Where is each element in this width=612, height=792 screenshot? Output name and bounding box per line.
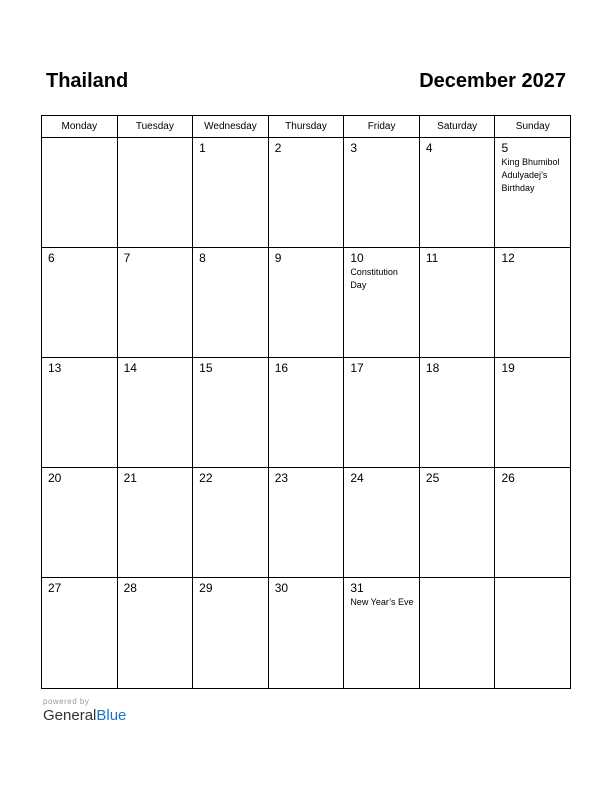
day-cell [193,138,269,248]
day-number: 22 [199,471,213,485]
day-cell [193,248,269,358]
week-row [42,138,571,248]
day-number: 30 [274,581,289,595]
day-cell [344,248,420,358]
weekday-header-monday: Monday [42,116,118,138]
day-cell [495,578,571,689]
day-cell [118,578,194,689]
day-cell [42,138,118,248]
holiday-label: Constitution Day [350,267,398,290]
day-number: 11 [425,251,439,265]
week-row [42,468,571,578]
day-number: 29 [199,581,213,595]
day-number: 16 [274,361,289,375]
week-row [42,248,571,358]
day-cell [118,468,194,578]
weekday-header-wednesday: Wednesday [193,116,269,138]
brand-name-blue: Blue [96,707,127,724]
day-cell [269,248,345,358]
day-number: 18 [425,361,440,375]
month-year-title: December 2027 [419,70,566,92]
day-cell [420,138,496,248]
weekday-header-saturday: Saturday [420,116,496,138]
day-cell [344,578,420,689]
day-cell [42,248,118,358]
day-cell [118,138,194,248]
powered-by-label: powered by [43,697,90,706]
day-cell [420,468,496,578]
weekday-header-friday: Friday [344,116,420,138]
day-cell [118,358,194,468]
day-number: 9 [274,251,282,265]
day-cell [344,138,420,248]
holiday-label: New Year’s Eve [350,597,414,607]
day-cell [42,358,118,468]
day-number: 17 [350,361,364,375]
week-row [42,358,571,468]
generalblue-logo[interactable] [43,697,126,724]
day-cell [269,358,345,468]
day-number: 28 [123,581,137,595]
weekday-header-sunday: Sunday [495,116,571,138]
day-number: 15 [199,361,213,375]
day-number: 23 [274,471,289,485]
day-number: 10 [350,251,364,265]
day-cell [269,138,345,248]
day-number: 12 [501,251,515,265]
holiday-label: King Bhumibol Adulyadej’s Birthday [501,157,560,193]
day-cell [495,248,571,358]
day-number: 1 [199,141,206,155]
day-number: 13 [48,361,62,375]
country-title: Thailand [46,70,129,92]
day-number: 14 [123,361,137,375]
day-cell [42,578,118,689]
day-number: 2 [274,141,282,155]
day-cell [344,468,420,578]
day-cell [269,578,345,689]
day-number: 26 [501,471,515,485]
weekday-header-row [42,116,571,138]
day-cell [495,358,571,468]
brand-name-general: General [43,707,97,724]
weekday-header-thursday: Thursday [269,116,345,138]
day-number: 19 [501,361,515,375]
day-number: 20 [48,471,62,485]
day-cell [269,468,345,578]
day-number: 5 [501,141,509,155]
day-cell [118,248,194,358]
brand-name [43,707,126,724]
day-cell [344,358,420,468]
week-row [42,578,571,689]
day-cell [193,468,269,578]
day-number: 4 [425,141,433,155]
day-number: 6 [48,251,55,265]
day-cell [420,248,496,358]
calendar-grid [41,115,571,689]
day-cell [193,358,269,468]
day-number: 24 [350,471,364,485]
day-cell [420,578,496,689]
day-number: 21 [123,471,137,485]
day-number: 27 [48,581,62,595]
day-cell [193,578,269,689]
day-number: 3 [350,141,357,155]
day-cell [495,138,571,248]
day-number: 8 [199,251,206,265]
day-number: 7 [123,251,131,265]
weekday-header-tuesday: Tuesday [118,116,194,138]
day-number: 25 [425,471,440,485]
day-cell [495,468,571,578]
day-cell [420,358,496,468]
day-cell [42,468,118,578]
day-number: 31 [350,581,364,595]
